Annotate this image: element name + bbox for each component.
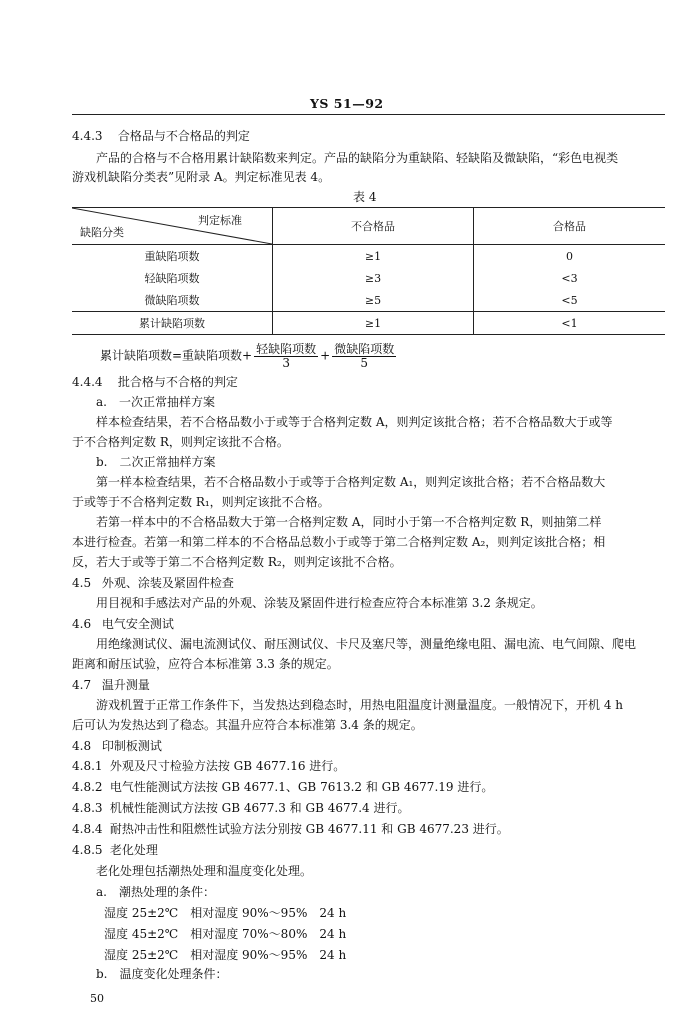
table-row (72, 289, 665, 312)
paragraph-line: 产品的合格与不合格用累计缺陷数来判定。产品的缺陷分为重缺陷、轻缺陷及微缺陷，“彩色电视类 (96, 151, 619, 165)
header-defect-class: 缺陷分类 (80, 226, 124, 239)
section-number: 4.7 (72, 678, 92, 692)
section-number: 4.8 (72, 739, 92, 753)
section-text: 耐热冲击性和阻燃性试验方法分别按 GB 4677.11 和 GB 4677.23 进行。 (109, 822, 509, 836)
condition-line: 湿度 25±2℃ 相对湿度 90%～95% 24 h (104, 948, 347, 962)
section-4-8-4 (72, 821, 509, 837)
section-title: 老化处理 (109, 843, 158, 857)
paragraph-line: 后可认为发热达到了稳态。其温升应符合本标准第 3.4 条的规定。 (72, 718, 423, 732)
item-title: 一次正常抽样方案 (118, 395, 215, 409)
page-number: 50 (90, 992, 104, 1005)
fraction-minor (254, 342, 318, 370)
table-row (72, 312, 665, 335)
section-4-8-3 (72, 800, 410, 816)
section-4-8-5-heading (72, 842, 158, 858)
section-title: 印制板测试 (101, 739, 162, 753)
subsection-a (96, 394, 215, 410)
paragraph-line: 样本检查结果，若不合格品数小于或等于合格判定数 A，则判定该批合格；若不合格品数大于或等 (96, 415, 613, 429)
section-4-5-heading (72, 575, 234, 591)
header-criteria: 判定标准 (198, 214, 242, 227)
item-label: b. (96, 455, 108, 469)
fraction-numerator: 微缺陷项数 (334, 342, 395, 356)
fail-value: ≥3 (273, 267, 474, 289)
fraction-denominator: 3 (282, 356, 290, 370)
pass-value: <3 (561, 271, 578, 285)
paragraph-line: 用目视和手感法对产品的外观、涂装及紧固件进行检查应符合本标准第 3.2 条规定。 (96, 596, 543, 610)
section-number: 4.8.2 (72, 780, 103, 794)
section-4-8-1 (72, 758, 345, 774)
formula-plus: + (320, 348, 331, 363)
section-text: 电气性能测试方法按 GB 4677.1、GB 7613.2 和 GB 4677.19 进行。 (109, 780, 494, 794)
paragraph-line: 若第一样本中的不合格品数大于第一合格判定数 A，同时小于第一不合格判定数 R，则抽第二样 (96, 515, 602, 529)
judgment-table (72, 207, 665, 335)
fraction-numerator: 轻缺陷项数 (256, 342, 317, 356)
section-number: 4.4.3 (72, 129, 103, 143)
subsection-b (96, 454, 216, 470)
fail-value: ≥5 (273, 289, 474, 312)
condition-line: 湿度 25±2℃ 相对湿度 90%～95% 24 h (104, 906, 347, 920)
section-4-4-3-heading (72, 128, 250, 144)
fail-value: ≥1 (273, 245, 474, 268)
section-number: 4.8.1 (72, 759, 103, 773)
section-number: 4.4.4 (72, 375, 103, 389)
pass-value: <5 (561, 293, 578, 307)
row-label: 重缺陷项数 (72, 245, 273, 268)
paragraph-line: 距离和耐压试验，应符合本标准第 3.3 条的规定。 (72, 657, 339, 671)
section-number: 4.8.4 (72, 822, 103, 836)
pass-value: 0 (566, 249, 573, 263)
pass-value: <1 (474, 312, 666, 335)
section-4-7-heading (72, 677, 150, 693)
paragraph-line: 第一样本检查结果，若不合格品数小于或等于合格判定数 A₁，则判定该批合格；若不合格品数大 (96, 475, 606, 489)
fail-value: ≥1 (273, 312, 474, 335)
section-title: 温升测量 (101, 678, 150, 692)
diagonal-header-cell (72, 208, 273, 245)
row-label: 累计缺陷项数 (72, 312, 273, 335)
table-row (72, 245, 665, 268)
item-title: 潮热处理的条件： (118, 885, 215, 899)
table-header-row (72, 208, 665, 245)
row-label: 轻缺陷项数 (72, 267, 273, 289)
formula-lhs: 累计缺陷项数=重缺陷项数+ (100, 348, 253, 363)
cumulative-formula (100, 342, 398, 370)
section-4-6-heading (72, 616, 174, 632)
page-header: YS 51—92 (310, 96, 384, 111)
section-4-8-heading (72, 738, 162, 754)
paragraph-line: 游戏机置于正常工作条件下，当发热达到稳态时，用热电阻温度计测量温度。一般情况下，开机 4 h (96, 698, 623, 712)
section-number: 4.5 (72, 576, 92, 590)
table-row (72, 267, 665, 289)
paragraph-line: 于不合格判定数 R，则判定该批不合格。 (72, 435, 289, 449)
item-label: a. (96, 885, 107, 899)
header-pass: 合格品 (474, 208, 666, 245)
condition-line: 湿度 45±2℃ 相对湿度 70%～80% 24 h (104, 927, 347, 941)
section-title: 外观、涂装及紧固件检查 (101, 576, 234, 590)
section-text: 外观及尺寸检验方法按 GB 4677.16 进行。 (109, 759, 346, 773)
section-number: 4.8.3 (72, 801, 103, 815)
section-title: 合格品与不合格品的判定 (117, 129, 250, 143)
paragraph-line: 反，若大于或等于第二不合格判定数 R₂，则判定该批不合格。 (72, 555, 402, 569)
header-rule (72, 114, 665, 115)
paragraph-line: 游戏机缺陷分类表”见附录 A。判定标准见表 4。 (72, 170, 331, 184)
paragraph-line: 用绝缘测试仪、漏电流测试仪、耐压测试仪、卡尺及塞尺等，测量绝缘电阻、漏电流、电气间隙、爬电 (96, 637, 637, 651)
paragraph-line: 本进行检查。若第一和第二样本的不合格品总数小于或等于第二合格判定数 A₂，则判定该批合格；相 (72, 535, 606, 549)
table-caption: 表 4 (353, 190, 377, 204)
subsection-a (96, 884, 215, 900)
section-text: 机械性能测试方法按 GB 4677.3 和 GB 4677.4 进行。 (109, 801, 410, 815)
row-label: 微缺陷项数 (72, 289, 273, 312)
subsection-b (96, 966, 228, 982)
item-label: a. (96, 395, 107, 409)
section-title: 批合格与不合格的判定 (117, 375, 238, 389)
section-4-4-4-heading (72, 374, 238, 390)
section-title: 电气安全测试 (101, 617, 174, 631)
section-number: 4.6 (72, 617, 92, 631)
section-4-8-2 (72, 779, 493, 795)
header-fail: 不合格品 (273, 208, 474, 245)
paragraph-line: 于或等于不合格判定数 R₁，则判定该批不合格。 (72, 495, 330, 509)
fraction-denominator: 5 (360, 356, 369, 370)
paragraph-line: 老化处理包括潮热处理和温度变化处理。 (96, 864, 313, 878)
fraction-micro (332, 342, 396, 370)
item-title: 温度变化处理条件： (119, 967, 228, 981)
item-label: b. (96, 967, 108, 981)
section-number: 4.8.5 (72, 843, 103, 857)
item-title: 二次正常抽样方案 (119, 455, 216, 469)
